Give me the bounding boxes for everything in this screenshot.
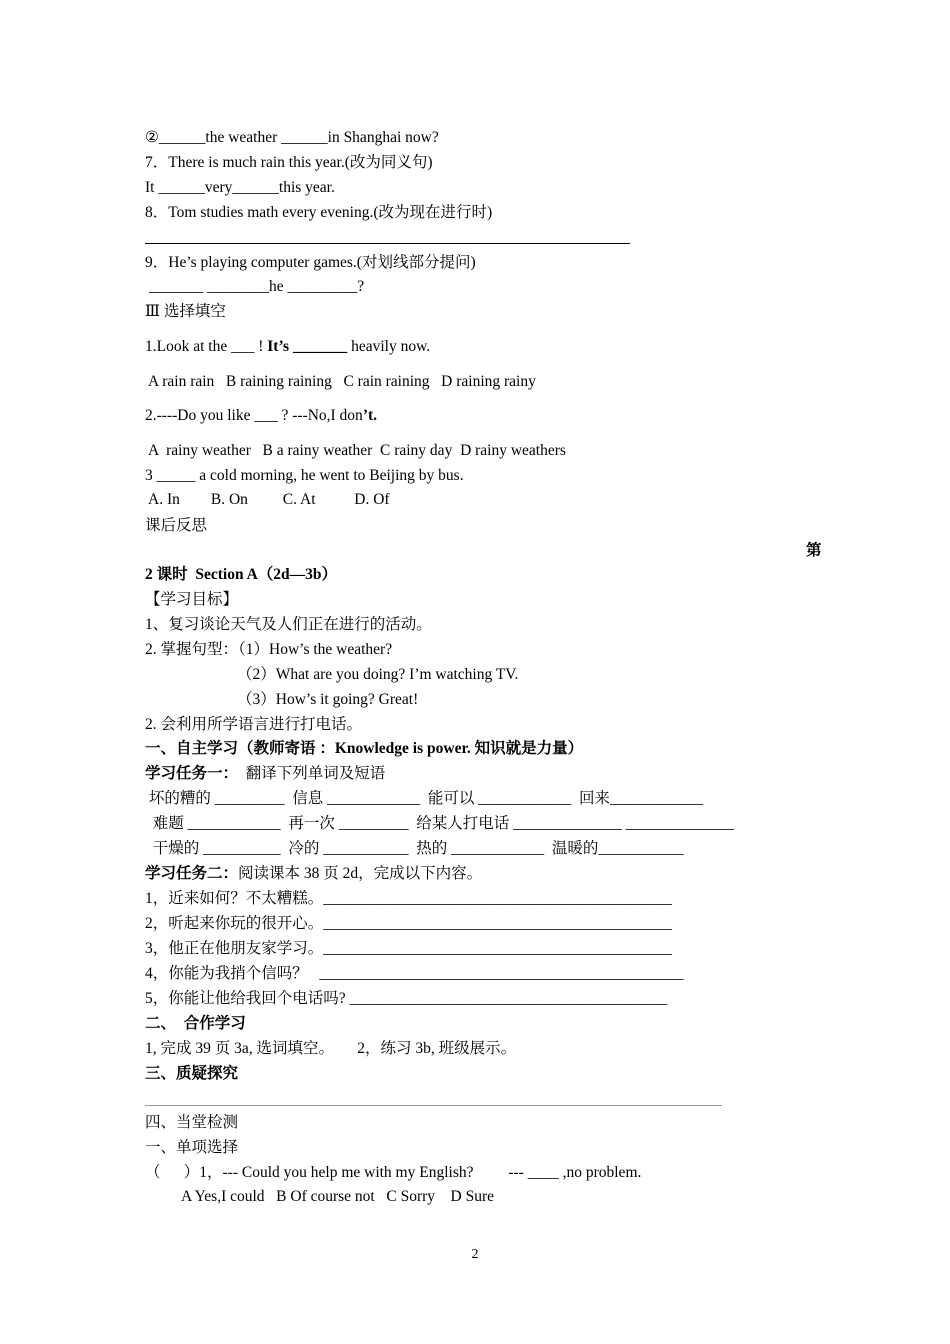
question: （ ）1，--- Could you help me with my English? --- ____ ,no problem. [145,1164,642,1181]
task-text: 翻译下列单词及短语 [238,765,386,782]
vocab-row: 难题 ____________ 再一次 _________ 给某人打电话 ______________ ______________ [145,815,735,832]
text-line: 5，你能让他给我回个电话吗? _________________________________________ [145,990,668,1007]
section-heading: 三、质疑探究 [145,1065,239,1082]
section-heading: 二、 合作学习 [145,1015,246,1032]
task-line [145,764,385,784]
options: A rainy weather B a rainy weather C rainy day D rainy weathers [145,442,566,459]
section-heading: 一、自主学习（教师寄语 ：Knowledge is power. 知识就是力量） [145,740,584,757]
question-text: heavily now. [347,338,431,355]
text-line: 1，近来如何？不太糟糕。_____________________________________________ [145,890,673,907]
vocab-row: 坏的糟的 _________ 信息 ____________ 能可以 ____________ 回来____________ [145,790,704,807]
text-line: 3，他正在他朋友家学习。_____________________________________________ [145,940,673,957]
task-label: 学习任务二： [145,865,239,882]
question-text: 2.----Do you like ___ ? ---No,I don [145,407,363,424]
options: A Yes,I could B Of course not C Sorry D Sure [181,1188,495,1205]
section-heading: Ⅲ 选择填空 [145,303,226,320]
question [145,406,377,426]
task-line [145,864,482,884]
answer-line [145,243,630,244]
lesson-title: 2 课时 Section A（2d—3b） [145,566,338,583]
text-line: 7．There is much rain this year.(改为同义句) [145,154,433,171]
question [145,337,430,357]
text-line: 8．Tom studies math every evening.(改为现在进行时) [145,204,493,221]
text-line: 2. 掌握句型：（1）How’s the weather? [145,641,393,658]
text-line: 2. 会利用所学语言进行打电话。 [145,716,363,733]
text-line: 9．He’s playing computer games.(对划线部分提问) [145,254,476,271]
page-number: 2 [471,1247,479,1262]
section-heading: 四、当堂检测 [145,1114,239,1131]
text-line: 第 [806,542,822,559]
text-line: 2，听起来你玩的很开心。_____________________________________________ [145,915,673,932]
text-line: 1, 完成 39 页 3a, 选词填空。 2，练习 3b, 班级展示。 [145,1040,517,1057]
task-text: 阅读课本 38 页 2d，完成以下内容。 [238,865,483,882]
question: 3 _____ a cold morning, he went to Beijing by bus. [145,467,464,484]
question-bold: ’t. [362,407,378,424]
options: A rain rain B raining raining C rain raining D raining rainy [145,373,536,390]
vocab-row: 干燥的 __________ 冷的 ___________ 热的 ____________ 温暖的___________ [145,840,684,857]
text-line: 一、单项选择 [145,1139,239,1156]
text-line: It ______very______this year. [145,179,335,196]
text-line: 1、复习谈论天气及人们正在进行的活动。 [145,616,432,633]
question-text: 1.Look at the ___ ! [145,338,268,355]
task-label: 学习任务一： [145,765,239,782]
options: A. In B. On C. At D. Of [145,491,390,508]
text-line: _______ ________he _________? [145,278,365,295]
answer-line [145,1105,722,1106]
text-line: 课后反思 [145,517,208,534]
text-line: （3）How’s it going? Great! [237,691,419,708]
question-bold: It’s _______ [267,338,348,355]
text-line: （2）What are you doing? I’m watching TV. [237,666,519,683]
text-line: 4，你能为我捎个信吗？ _______________________________________________ [145,965,684,982]
text-line: ②______the weather ______in Shanghai now? [145,129,439,146]
section-heading: 【学习目标】 [145,591,239,608]
